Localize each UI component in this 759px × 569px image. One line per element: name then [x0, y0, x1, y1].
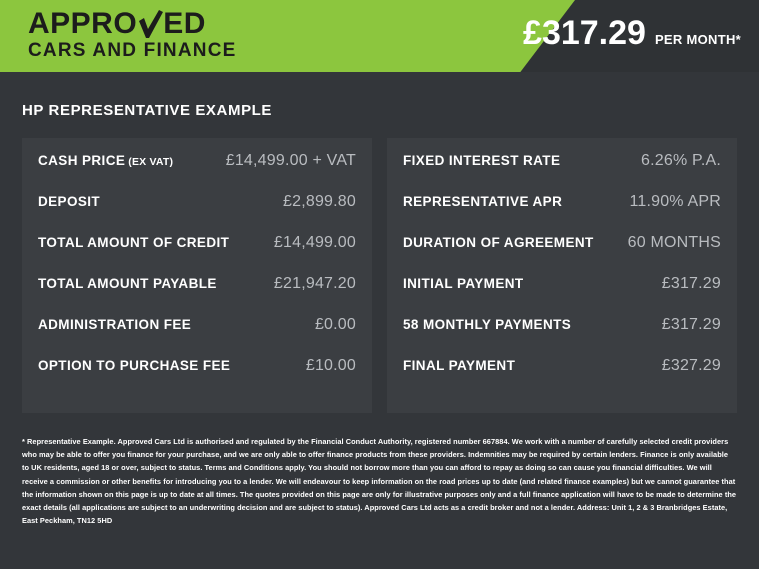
table-row [38, 316, 356, 357]
row-value: 60 MONTHS [627, 234, 721, 251]
row-label-text: ADMINISTRATION FEE [38, 317, 192, 332]
table-row [38, 234, 356, 275]
price-amount: £317.29 [523, 14, 646, 52]
brand-logo [28, 8, 237, 62]
row-label-text: TOTAL AMOUNT OF CREDIT [38, 235, 230, 250]
row-value: £14,499.00 + VAT [225, 152, 356, 169]
row-label [403, 235, 594, 250]
row-label [38, 194, 100, 209]
table-row [403, 193, 721, 234]
row-label-text: FIXED INTEREST RATE [403, 153, 561, 168]
row-label-text: INITIAL PAYMENT [403, 276, 524, 291]
row-value: £317.29 [661, 316, 721, 333]
row-label [38, 276, 217, 291]
row-label [403, 194, 562, 209]
row-label-text: 58 MONTHLY PAYMENTS [403, 317, 572, 332]
row-label-text: OPTION TO PURCHASE FEE [38, 358, 231, 373]
table-row [403, 357, 721, 398]
logo-line-1-post: ED [163, 7, 206, 40]
table-row [403, 275, 721, 316]
disclaimer-text: * Representative Example. Approved Cars Ltd is authorised and regulated by the Financial Conduct Authority, registered number 667884. We work with a number of carefully selected credit providers who may be able to offer you finance for your purchase, and we are only able to offer finance products from these providers. Indemnities may be required by certain lenders. Finance is only available to UK residents, aged 18 or over, subject to status. Terms and Conditions apply. You should not borrow more than you can afford to repay as doing so can cause you financial difficulties. We will receive a commission or other benefits for introducing you to a lender. We will endeavour to keep information on the road prices up to date (and related finance examples) but we cannot guarantee that the information shown on this page is up to date at all times. The quotes provided on this page are only for illustrative purposes only and a full finance application will have to be made to determine the exact details (all applications are subject to an underwriting decision and are subject to status). Approved Cars Ltd acts as a credit broker and not a lender. Address: Unit 1, 2 & 3 Branbridges Estate, East Peckham, TN12 5HD [22, 437, 737, 526]
details-panels [22, 138, 737, 413]
row-label-text: CASH PRICE [38, 153, 126, 168]
row-value: 11.90% APR [629, 193, 721, 210]
row-value: £327.29 [661, 357, 721, 374]
row-value: £14,499.00 [273, 234, 356, 251]
row-label-text: DEPOSIT [38, 194, 101, 209]
row-label [403, 153, 560, 168]
price-period-label: PER MONTH* [654, 32, 741, 47]
header [0, 0, 759, 72]
page-title: HP REPRESENTATIVE EXAMPLE [22, 102, 273, 119]
row-label-text: DURATION OF AGREEMENT [403, 235, 594, 250]
row-label-text: TOTAL AMOUNT PAYABLE [38, 276, 217, 291]
row-value: 6.26% P.A. [641, 152, 721, 169]
table-row [403, 152, 721, 193]
row-label [38, 317, 191, 332]
row-label [403, 276, 524, 291]
row-label [38, 358, 230, 373]
table-row [38, 357, 356, 398]
logo-line-2: CARS AND FINANCE [28, 40, 237, 61]
logo-line-1-pre: APPRO [28, 7, 138, 40]
row-value: £0.00 [314, 316, 356, 333]
row-label-sub: (EX VAT) [128, 156, 174, 168]
row-value: £2,899.80 [283, 193, 356, 210]
table-row [38, 193, 356, 234]
row-value: £317.29 [661, 275, 721, 292]
row-value: £10.00 [305, 357, 356, 374]
row-label [38, 235, 229, 250]
row-label-text: REPRESENTATIVE APR [403, 194, 563, 209]
table-row [38, 275, 356, 316]
table-row [38, 152, 356, 193]
left-panel [22, 138, 372, 413]
logo-line-1 [28, 8, 237, 40]
check-icon [137, 9, 163, 39]
monthly-price [523, 14, 741, 53]
row-label [403, 317, 571, 332]
row-label [38, 153, 173, 168]
table-row [403, 234, 721, 275]
row-value: £21,947.20 [273, 275, 356, 292]
table-row [403, 316, 721, 357]
row-label-text: FINAL PAYMENT [403, 358, 516, 373]
row-label [403, 358, 515, 373]
right-panel [387, 138, 737, 413]
